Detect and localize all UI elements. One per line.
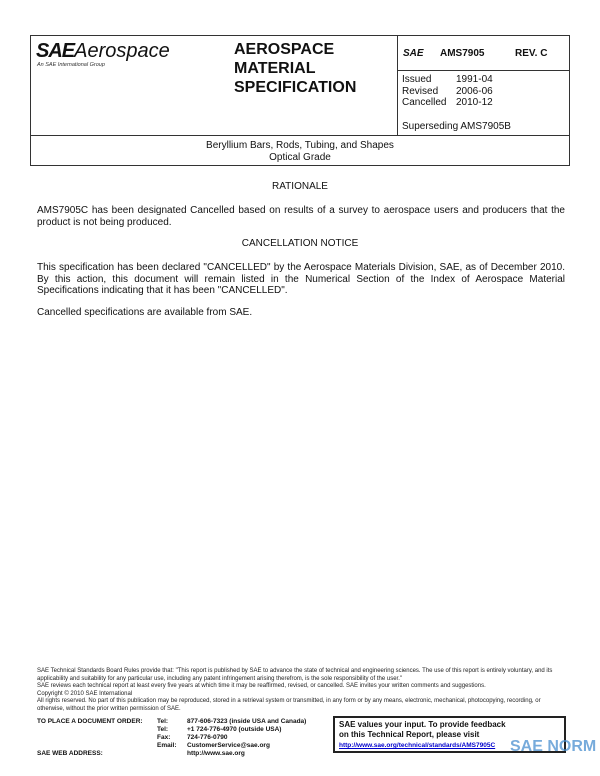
spec-title-line: AEROSPACE [234,41,335,58]
contact-value[interactable]: CustomerService@sae.org [187,742,270,749]
notice-heading: CANCELLATION NOTICE [241,238,359,249]
sae-aerospace-logo [36,40,170,63]
sae-mark: SAE [403,48,424,59]
divider [397,35,398,135]
spec-title [234,40,356,97]
available-text: Cancelled specifications are available from SAE. [37,307,253,318]
feedback-text: on this Technical Report, please visit [339,730,480,739]
date-label: Revised [402,85,439,97]
rationale-text: AMS7905C has been designated Cancelled based on results of a survey to aerospace users and producers that the product is not being produced. [37,205,565,228]
date-value: 2006-06 [456,85,493,97]
feedback-text: SAE values your input. To provide feedback [339,720,506,729]
superseding: Superseding AMS7905B [402,121,511,132]
spec-title-line: SPECIFICATION [234,79,357,96]
review-text: SAE reviews each technical report at least every five years at which time it may be reaffirmed, revised, or cancelled. SAE invites your written comments and suggestions. [37,683,486,689]
rules-text: SAE Technical Standards Board Rules provide that: "This report is published by SAE to advance the state of technical and engineering sciences. The use of this report is entirely voluntary, and its applicability and suitability for any particular use, including any patent infringement arising therefrom, is the sole responsibility of the user." [37,668,553,682]
title-line: Beryllium Bars, Rods, Tubing, and Shapes [206,140,394,151]
revision: REV. C [515,48,548,59]
copyright: Copyright © 2010 SAE International [37,690,133,697]
rationale-heading: RATIONALE [272,181,328,192]
logo-aerospace: Aerospace [74,40,170,62]
feedback-link[interactable]: http://www.sae.org/technical/standards/AMS7905C [339,742,496,749]
logo-sae: SAE [36,40,75,62]
order-info [37,718,306,758]
dates-table [402,74,493,109]
notice-text: This specification has been declared "CANCELLED" by the Aerospace Materials Division, SAE, as of December 2010. By this action, this document will remain listed in the Numerical Section of the Index of Aerospace Material Specifications indicating that it has been "CANCELLED". [37,262,565,296]
rights-text: All rights reserved. No part of this publication may be reproduced, stored in a retrieval system or transmitted, in any form or by any means, electronic, mechanical, photocopying, recording, or otherwise, without the prior written permission of SAE. [37,698,541,712]
date-value: 2010-12 [456,97,493,108]
order-label: TO PLACE A DOCUMENT ORDER: [37,718,143,725]
contact-label: Email: [157,742,177,749]
contact-value: +1 724-776-4970 (outside USA) [187,726,282,733]
document-title [30,135,570,166]
contact-label: Fax: [157,734,171,741]
spec-title-line: MATERIAL [234,60,316,77]
web-link[interactable]: http://www.sae.org [187,750,245,757]
date-label: Issued [402,74,432,85]
doc-number: AMS7905 [440,48,485,59]
contact-label: Tel: [157,718,169,725]
footer-legal [37,668,567,713]
watermark-text: SAE NORM [510,738,597,755]
date-row [402,74,493,86]
watermark-logo [510,738,596,756]
date-label: Cancelled [402,97,447,108]
date-value: 1991-04 [456,74,493,85]
title-line: Optical Grade [269,152,331,163]
date-row [402,86,493,98]
logo-subtitle: An SAE International Group [37,62,105,68]
divider [397,70,570,71]
contact-label: Tel: [157,726,169,733]
date-row [402,97,493,109]
web-label: SAE WEB ADDRESS: [37,750,103,757]
contact-value: 877-606-7323 (inside USA and Canada) [187,718,307,725]
contact-value: 724-776-0790 [187,734,228,741]
